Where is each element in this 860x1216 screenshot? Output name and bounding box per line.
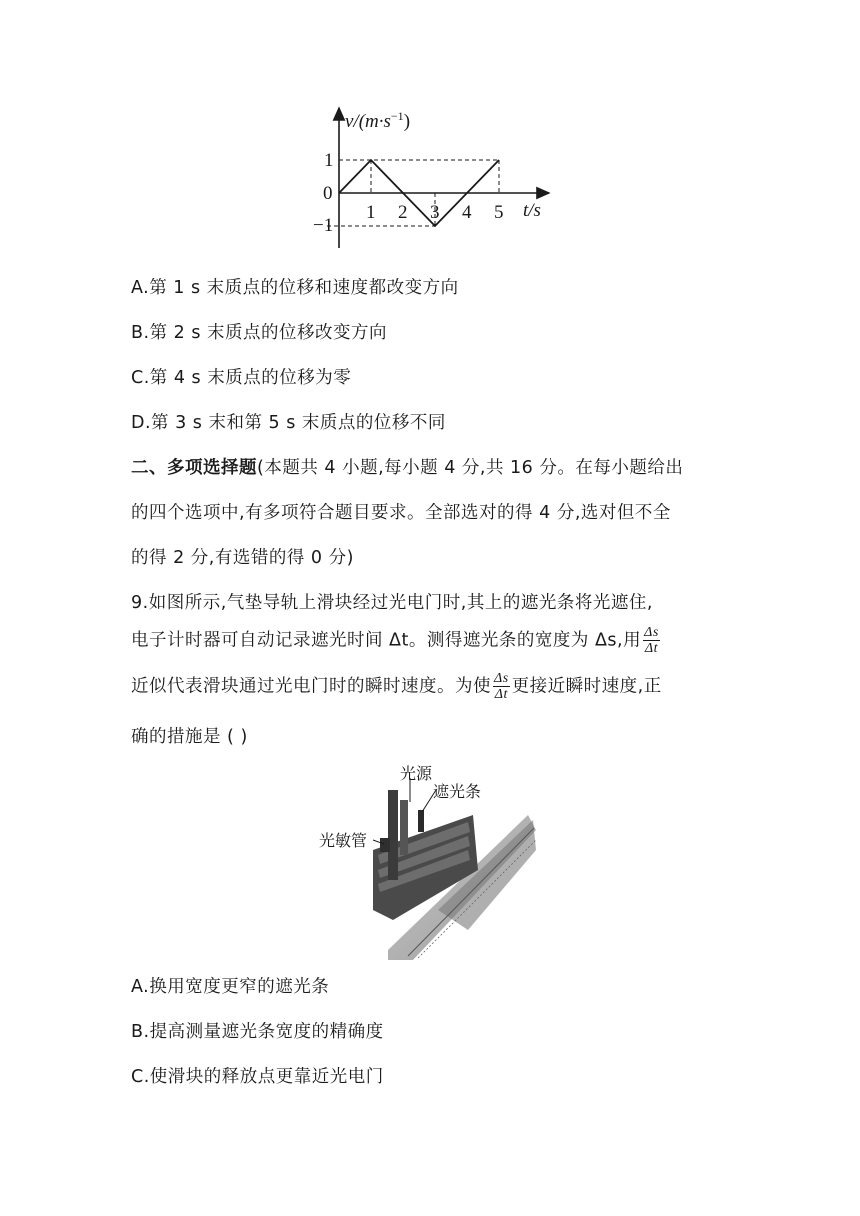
q9-option-b: B.提高测量遮光条宽度的精确度 [131, 1022, 384, 1042]
label-light-source: 光源 [400, 764, 433, 783]
x-tick-4: 4 [462, 202, 472, 223]
section-2-line2: 的四个选项中,有多项符合题目要求。全部选对的得 4 分,选对但不全 [131, 503, 671, 523]
y-tick-1: 1 [324, 150, 334, 171]
x-tick-5: 5 [494, 202, 504, 223]
q8-option-a: A.第 1 s 末质点的位移和速度都改变方向 [131, 278, 459, 298]
x-axis-label: t/s [523, 200, 541, 221]
section-2-line1: (本题共 4 小题,每小题 4 分,共 16 分。在每小题给出 [257, 458, 684, 478]
q9-line3-text-end: 更接近瞬时速度,正 [511, 676, 662, 697]
q8-option-b: B.第 2 s 末质点的位移改变方向 [131, 323, 388, 343]
section-2-heading: 二、多项选择题 [131, 458, 257, 478]
q9-line2-text: 电子计时器可自动记录遮光时间 Δt。测得遮光条的宽度为 Δs,用 [131, 630, 642, 651]
x-tick-1: 1 [366, 202, 376, 223]
fraction-ds-dt-2: $\frac{\Delta s}{\Delta t}$ [494, 671, 509, 702]
q8-option-d: D.第 3 s 末和第 5 s 末质点的位移不同 [131, 413, 446, 433]
label-photo-tube: 光敏管 [319, 831, 368, 850]
q9-line4: 确的措施是 ( ) [131, 727, 248, 747]
y-axis-label: $v/(m\cdot s^{-1})$ [345, 109, 411, 132]
fraction-ds-dt: $\frac{\Delta s}{\Delta t}$ [644, 625, 659, 656]
q9-line1: 9.如图所示,气垫导轨上滑块经过光电门时,其上的遮光条将光遮住, [131, 593, 653, 613]
q9-option-c: C.使滑块的释放点更靠近光电门 [131, 1067, 384, 1087]
section-2-instructions [131, 454, 683, 479]
origin-label: 0 [323, 183, 333, 204]
section-2-line3: 的得 2 分,有选错的得 0 分) [131, 548, 354, 568]
q9-option-a: A.换用宽度更窄的遮光条 [131, 977, 330, 997]
y-tick-neg1: −1 [313, 215, 334, 236]
photogate-post [388, 790, 398, 880]
q9-line3-text: 近似代表滑块通过光电门时的瞬时速度。为使 [131, 676, 491, 697]
shade-strip [418, 810, 424, 832]
q9-line3 [131, 671, 662, 702]
velocity-time-graph [305, 100, 565, 260]
label-shade-strip: 遮光条 [433, 782, 482, 801]
q9-line2 [131, 625, 662, 656]
q8-option-c: C.第 4 s 末质点的位移为零 [131, 368, 352, 388]
x-tick-labels [366, 202, 504, 223]
x-tick-3: 3 [430, 202, 440, 223]
air-track-photo [318, 760, 538, 960]
x-tick-2: 2 [398, 202, 408, 223]
